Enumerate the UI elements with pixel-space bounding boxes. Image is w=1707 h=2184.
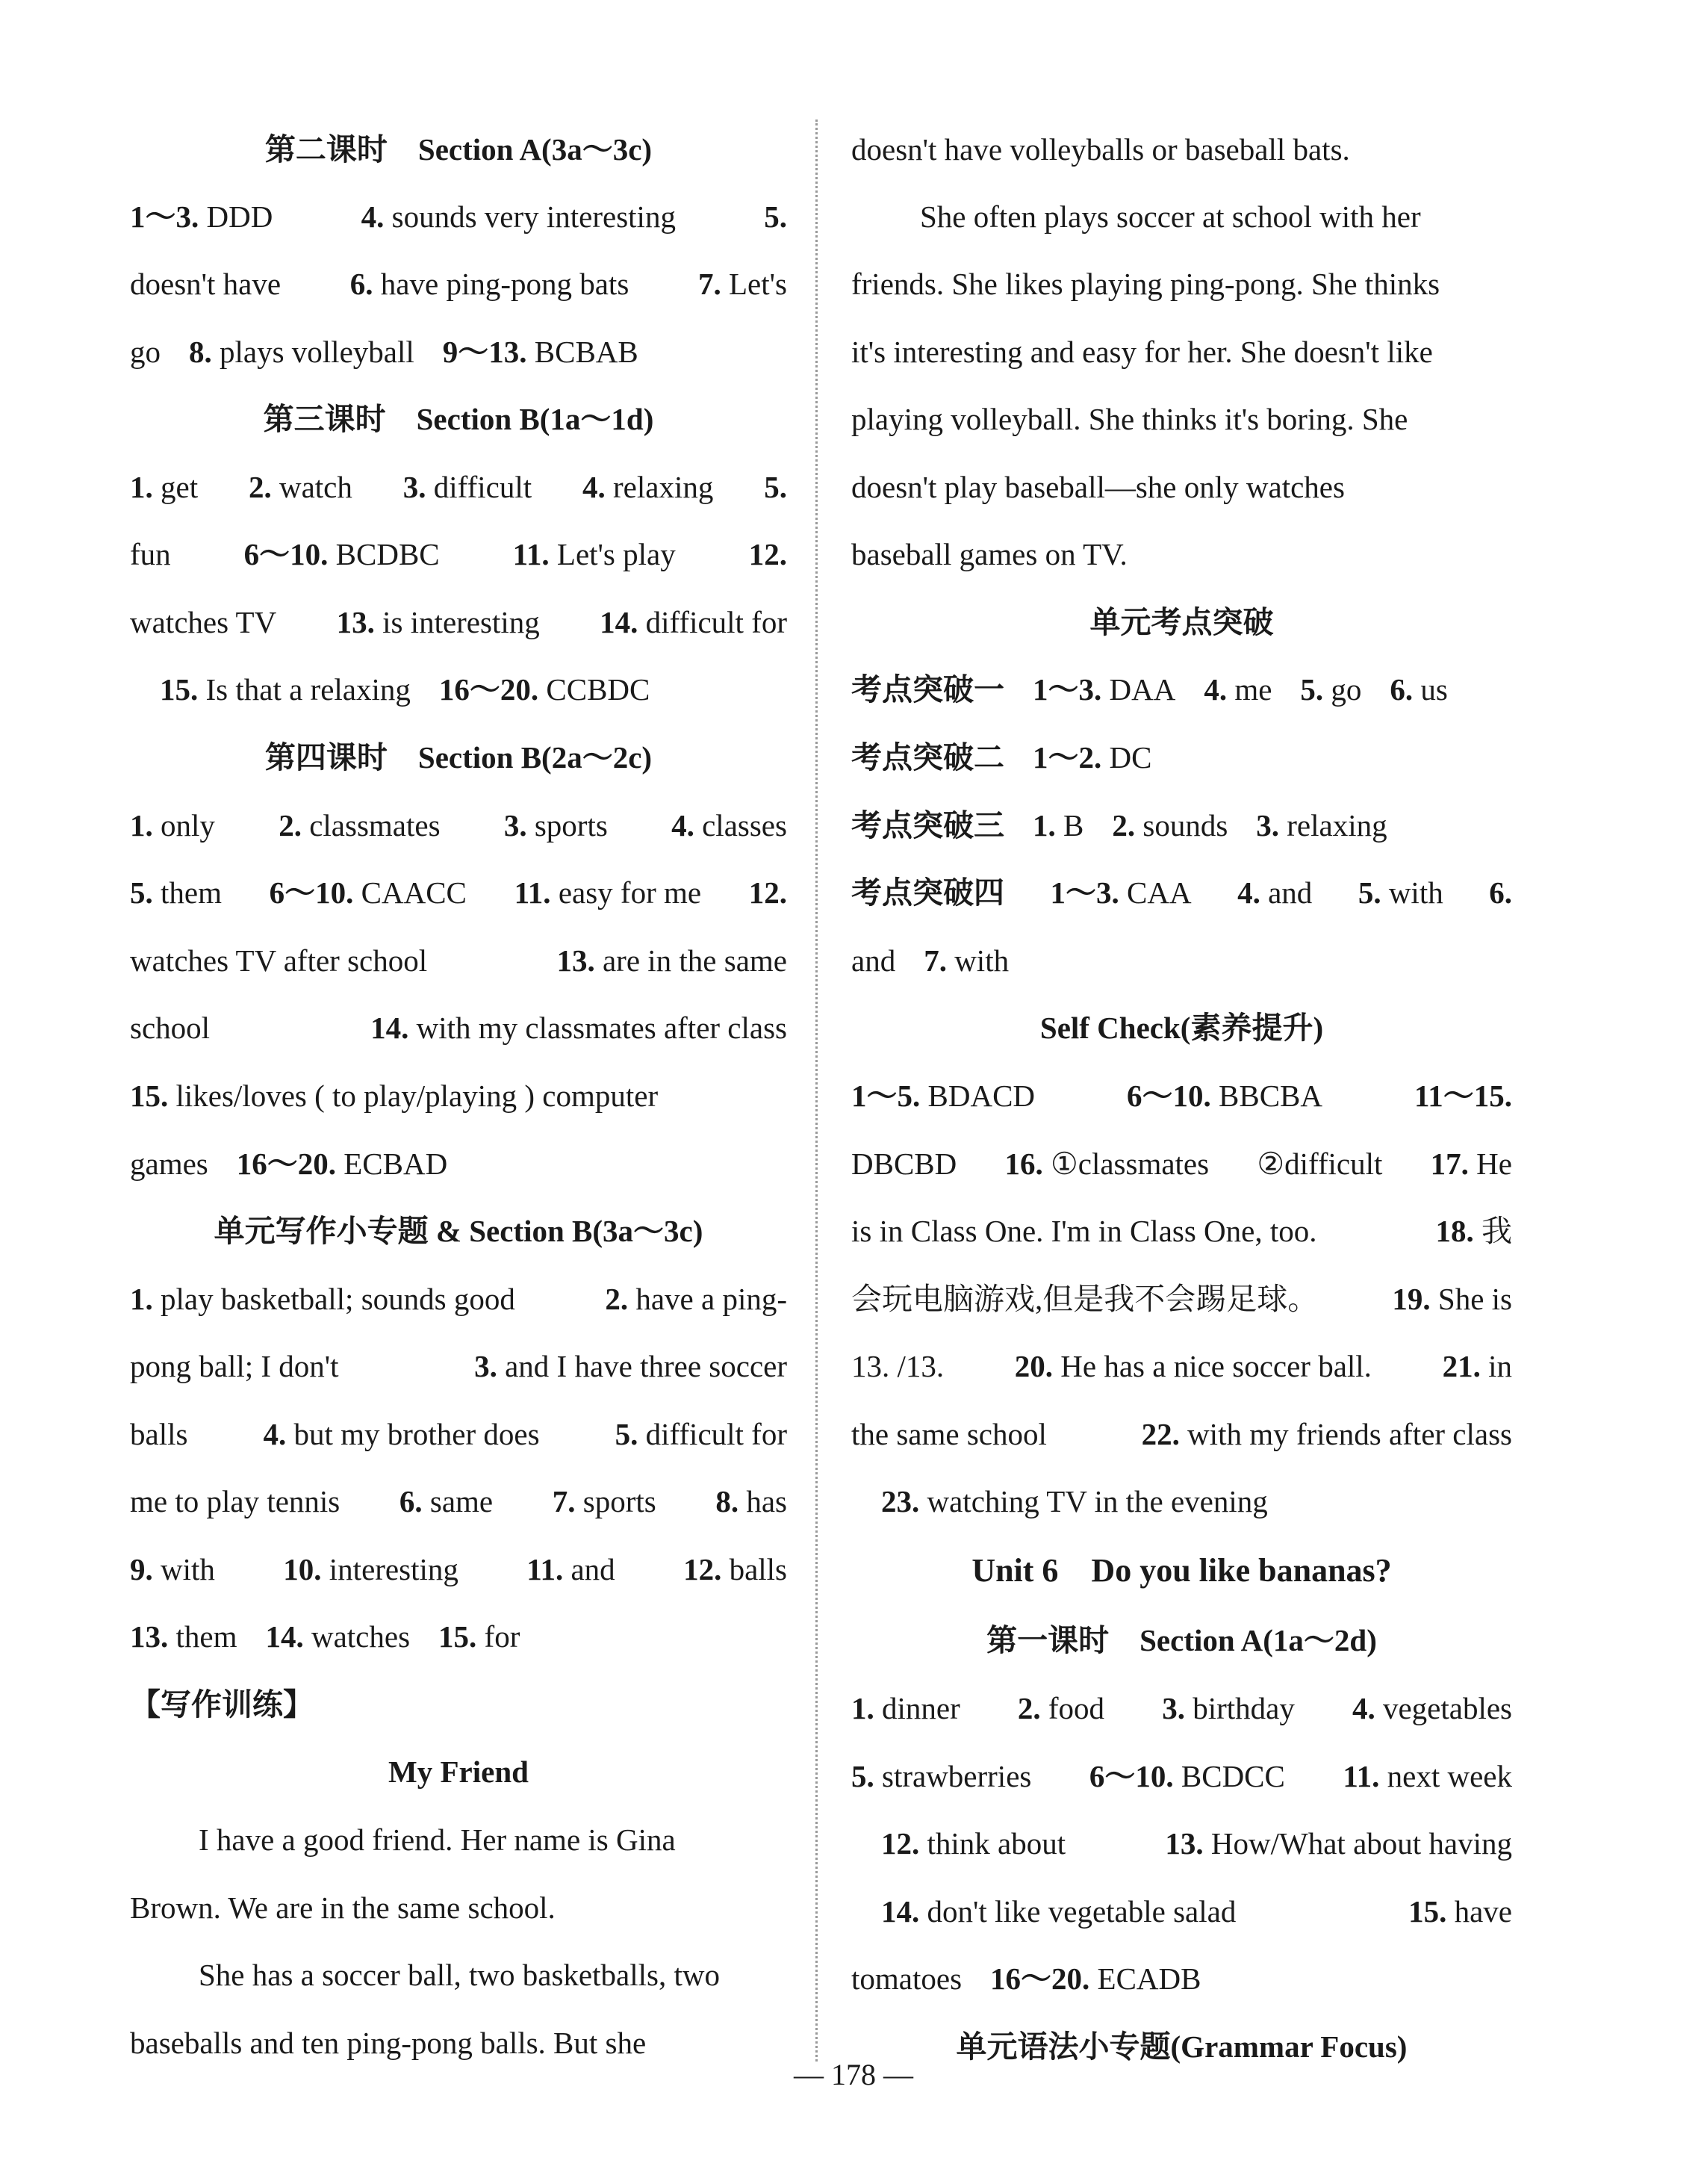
essay-line: baseballs and ten ping-pong balls. But she — [130, 2026, 647, 2060]
essay-line: playing volleyball. She thinks it's boring. She — [851, 402, 1408, 436]
answer-line: me to play tennis 6. same 7. sports 8. has — [130, 1484, 787, 1518]
answer-line: fun 6～10. BCDBC 11. Let's play 12. — [130, 537, 787, 571]
section-title: 单元写作小专题 & Section B(3a～3c) — [214, 1214, 703, 1248]
page-number: — 178 — — [794, 2058, 913, 2091]
section-title: 第三课时 Section B(1a～1d) — [263, 402, 654, 436]
answer-line: doesn't have 6. have ping-pong bats 7. Let's — [130, 267, 787, 301]
answer-line: 15. likes/loves ( to play/playing ) computer — [130, 1079, 659, 1113]
essay-line: doesn't play baseball—she only watches — [851, 470, 1345, 504]
answer-line: watches TV after school 13. are in the same — [130, 943, 787, 978]
answer-line: balls 4. but my brother does 5. difficult for — [130, 1417, 787, 1451]
answer-line: 5. strawberries 6～10. BCDCC 11. next week — [851, 1759, 1512, 1793]
essay-line: doesn't have volleyballs or baseball bats. — [851, 132, 1350, 167]
answer-line: is in Class One. I'm in Class One, too. 18. 我 — [851, 1214, 1512, 1248]
essay-line: baseball games on TV. — [851, 537, 1128, 571]
answer-line: 1. dinner 2. food 3. birthday 4. vegetables — [851, 1691, 1512, 1725]
answer-line: tomatoes 16～20. ECADB — [851, 1961, 1201, 1996]
answer-line: 考点突破一 1～3. DAA 4. me 5. go 6. us — [851, 672, 1448, 707]
section-title: 单元语法小专题(Grammar Focus) — [956, 2029, 1408, 2064]
answer-line: 考点突破四 1～3. CAA 4. and 5. with 6. — [851, 875, 1512, 910]
answer-line: 23. watching TV in the evening — [881, 1484, 1268, 1518]
answer-line: go 8. plays volleyball 9～13. BCBAB — [130, 335, 638, 369]
answer-line: 14. don't like vegetable salad 15. have — [881, 1894, 1512, 1929]
essay-line: I have a good friend. Her name is Gina — [199, 1822, 676, 1857]
answer-line: DBCBD 16. ①classmates ②difficult 17. He — [851, 1147, 1512, 1181]
answer-line: 1. get 2. watch 3. difficult 4. relaxing 5. — [130, 470, 787, 504]
answer-line: 5. them 6～10. CAACC 11. easy for me 12. — [130, 875, 787, 910]
answer-line: 13. them 14. watches 15. for — [130, 1619, 520, 1654]
answer-line: watches TV 13. is interesting 14. difficult for — [130, 605, 787, 639]
answer-line: 考点突破三 1. B 2. sounds 3. relaxing — [851, 808, 1387, 843]
section-title: 第二课时 Section A(3a～3c) — [264, 132, 653, 167]
section-title: Self Check(素养提升) — [1039, 1011, 1324, 1045]
essay-line: it's interesting and easy for her. She doesn't like — [851, 335, 1433, 369]
answer-line: the same school 22. with my friends after class — [851, 1417, 1512, 1451]
section-title: 第四课时 Section B(2a～2c) — [264, 740, 653, 775]
unit-title: Unit 6 Do you like bananas? — [971, 1552, 1392, 1589]
column-divider — [815, 120, 818, 2062]
answer-line: 13. /13. 20. He has a nice soccer ball. 21. in — [851, 1349, 1512, 1383]
answer-line: 1. play basketball; sounds good 2. have a ping- — [130, 1282, 787, 1316]
answer-line: 12. think about 13. How/What about having — [881, 1826, 1512, 1861]
section-title: 单元考点突破 — [1089, 605, 1274, 639]
answer-line: 15. Is that a relaxing 16～20. CCBDC — [160, 672, 650, 707]
answer-line: 1. only 2. classmates 3. sports 4. classes — [130, 808, 787, 843]
essay-line: She has a soccer ball, two basketballs, two — [199, 1958, 720, 1992]
writing-heading: 【写作训练】 — [130, 1687, 314, 1722]
answer-line: 1～3. DDD 4. sounds very interesting 5. — [130, 199, 787, 234]
answer-line: pong ball; I don't 3. and I have three soccer — [130, 1349, 787, 1383]
answer-line: 1～5. BDACD 6～10. BBCBA 11～15. — [851, 1079, 1512, 1113]
section-title: 第一课时 Section A(1a～2d) — [986, 1623, 1377, 1657]
essay-line: friends. She likes playing ping-pong. She thinks — [851, 267, 1440, 301]
answer-line: games 16～20. ECBAD — [130, 1147, 448, 1181]
answer-line: school 14. with my classmates after class — [130, 1011, 787, 1045]
essay-title: My Friend — [388, 1755, 529, 1789]
essay-line: Brown. We are in the same school. — [130, 1890, 556, 1925]
answer-line: and 7. with — [851, 943, 1010, 978]
answer-line: 会玩电脑游戏,但是我不会踢足球。 19. She is — [851, 1282, 1512, 1316]
essay-line: She often plays soccer at school with her — [920, 199, 1421, 234]
answer-line: 考点突破二 1～2. DC — [851, 740, 1152, 775]
answer-line: 9. with 10. interesting 11. and 12. balls — [130, 1552, 787, 1586]
